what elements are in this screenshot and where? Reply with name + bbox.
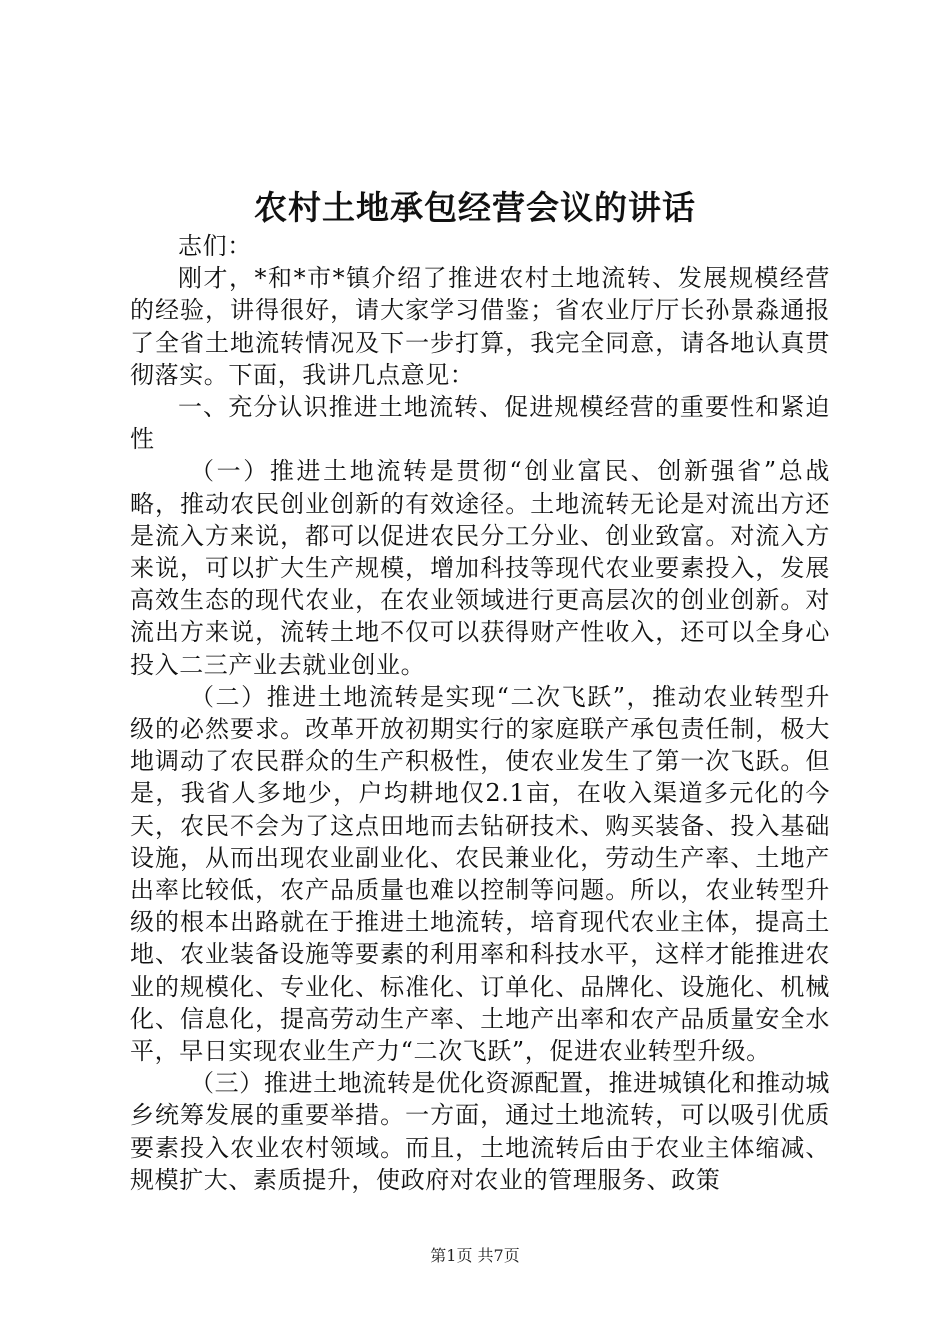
page-footer xyxy=(0,1244,950,1268)
paragraph-sub-2: （二）推进土地流转是实现“二次飞跃”，推动农业转型升级的必然要求。改革开放初期实行的家庭联产承包责任制，极大地调动了农民群众的生产积极性，使农业发生了第一次飞跃。但是，我省人多地少，户均耕地仅2.1亩，在收入渠道多元化的今天，农民不会为了这点田地而去钻研技术、购买装备、投入基础设施，从而出现农业副业化、农民兼业化，劳动生产率、土地产出率比较低，农产品质量也难以控制等问题。所以，农业转型升级的根本出路就在于推进土地流转，培育现代农业主体，提高土地、农业装备设施等要素的利用率和科技水平，这样才能推进农业的规模化、专业化、标准化、订单化、品牌化、设施化、机械化、信息化，提高劳动生产率、土地产出率和农产品质量安全水平，早日实现农业生产力“二次飞跃”，促进农业转型升级。 xyxy=(130,682,830,1066)
section-heading-1: 一、充分认识推进土地流转、促进规模经营的重要性和紧迫性 xyxy=(130,393,830,454)
document-body xyxy=(130,230,830,1196)
paragraph-sub-1: （一）推进土地流转是贯彻“创业富民、创新强省”总战略，推动农民创业创新的有效途径。土地流转无论是对流出方还是流入方来说，都可以促进农民分工分业、创业致富。对流入方来说，可以扩大生产规模，增加科技等现代农业要素投入，发展高效生态的现代农业，在农业领域进行更高层次的创业创新。对流出方来说，流转土地不仅可以获得财产性收入，还可以全身心投入二三产业去就业创业。 xyxy=(130,457,830,679)
paragraph-intro: 刚才，*和*市*镇介绍了推进农村土地流转、发展规模经营的经验，讲得很好，请大家学习借鉴；省农业厅厅长孙景淼通报了全省土地流转情况及下一步打算，我完全同意，请各地认真贯彻落实。下面，我讲几点意见： xyxy=(130,264,830,389)
paragraph-sub-3: （三）推进土地流转是优化资源配置，推进城镇化和推动城乡统筹发展的重要举措。一方面，通过土地流转，可以吸引优质要素投入农业农村领域。而且，土地流转后由于农业主体缩减、规模扩大、素质提升，使政府对农业的管理服务、政策 xyxy=(130,1069,830,1194)
salutation: 志们： xyxy=(178,232,252,260)
page-total: 共7页 xyxy=(477,1246,520,1265)
page-title: 农村土地承包经营会议的讲话 xyxy=(254,188,696,227)
page-number: 第1页 xyxy=(430,1246,473,1265)
